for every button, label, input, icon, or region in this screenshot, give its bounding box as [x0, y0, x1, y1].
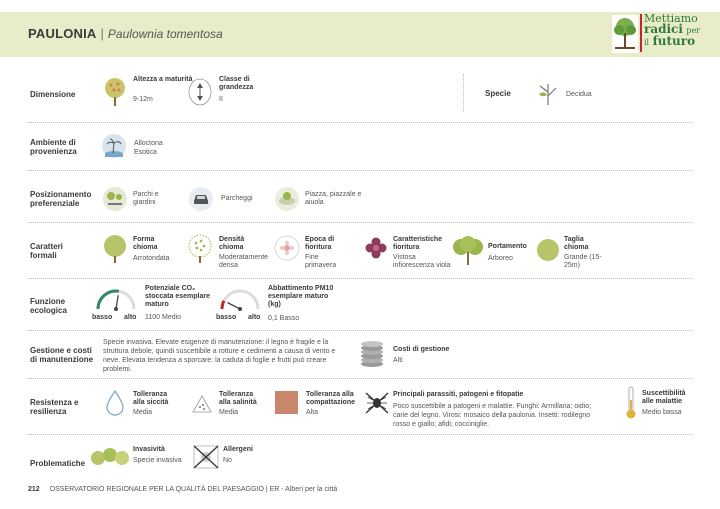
page-footer	[28, 486, 337, 493]
compattazione-value: Alta	[306, 409, 319, 416]
page-title	[28, 26, 223, 41]
crown-density-icon	[187, 234, 213, 264]
portamento-label: Portamento	[488, 243, 527, 250]
footer-text: OSSERVATORIO REGIONALE PER LA QUALITÀ DEL PAESAGGIO | ER - Alberi per la città	[49, 486, 338, 493]
gestione-text: Specie invasiva. Elevate esigenze di manutenzione: il legno è fragile e la struttura debole, quindi suscettibile a rotture e cedimenti a causa di vento e neve. Elevata tendenza a sporcare: la caduta di foglie e frutti può creare problemi.	[103, 339, 336, 373]
soil-compaction-icon	[275, 391, 298, 414]
costi-label: Costi di gestione	[393, 346, 450, 353]
square-icon	[274, 186, 300, 212]
forma-label: Forma chioma	[133, 236, 158, 251]
row-label-posizionamento: Posizionamento preferenziale	[30, 190, 92, 208]
section-divider	[28, 434, 692, 435]
size-class-icon	[187, 78, 213, 106]
salinita-value: Media	[219, 409, 239, 416]
row-label-caratteri: Caratteri formali	[30, 242, 63, 260]
pest-icon	[363, 390, 391, 416]
parassiti-label: Principali parassiti, patogeni e fitopatie	[393, 391, 524, 398]
pm10-gauge-high: alto	[248, 314, 261, 321]
altezza-label: Altezza a maturità	[133, 76, 193, 83]
compattazione-label: Tolleranza alla compattazione	[306, 391, 356, 406]
logo	[606, 12, 720, 57]
section-divider	[28, 122, 692, 123]
section-divider	[28, 222, 692, 223]
siccita-value: Media	[133, 409, 153, 416]
invasivita-value: Specie invasiva	[133, 457, 182, 464]
costi-value: Alti	[393, 357, 403, 364]
taglia-value: Grande (15-25m)	[564, 254, 602, 269]
salinita-label: Tolleranza alla salinità	[219, 391, 257, 406]
scientific-name: Paulownia tomentosa	[107, 27, 223, 41]
invasive-plants-icon	[90, 444, 130, 468]
row-label-funzione: Funzione ecologica	[30, 297, 67, 315]
section-divider	[28, 378, 692, 379]
allergeni-value: No	[223, 457, 232, 464]
title-separator: |	[100, 26, 104, 41]
fioritura-label: Caratteristiche fioritura	[393, 236, 443, 251]
forma-value: Arrotondata	[133, 255, 170, 262]
malattie-label: Suscettibilità alle malattie	[642, 390, 686, 405]
epoca-value: Fine primavera	[305, 254, 337, 269]
page-number: 212	[28, 486, 40, 493]
malattie-value: Medio bassa	[642, 409, 682, 416]
densita-label: Densità chioma	[219, 236, 245, 251]
altezza-value: 9-12m	[133, 96, 153, 103]
siccita-label: Tolleranza alla siccità	[133, 391, 169, 406]
logo-text: Mettiamo radici per il futuro	[644, 12, 701, 48]
fioritura-value: Vistosa infiorescenza viola	[393, 254, 451, 269]
pm10-value: 0,1 Basso	[268, 315, 300, 322]
flower-icon	[364, 236, 388, 260]
water-drop-icon	[104, 389, 126, 417]
allergen-crossed-icon	[192, 444, 220, 470]
ambiente-value	[134, 139, 163, 157]
parcheggi-value: Parcheggi	[221, 195, 253, 202]
co2-label: Potenziale CO₂ stoccata esemplare maturo	[145, 285, 210, 308]
species-name: PAULONIA	[28, 26, 97, 41]
co2-gauge-high: alto	[124, 314, 137, 321]
exotic-palm-icon	[101, 133, 127, 159]
row-label-dimensione: Dimensione	[30, 90, 76, 99]
section-divider	[28, 330, 692, 331]
rounded-crown-icon	[102, 234, 128, 264]
classe-label: Classe di grandezza	[219, 76, 254, 91]
row-label-problematiche: Problematiche	[30, 459, 86, 468]
row-label-resistenza: Resistenza e resilienza	[30, 398, 79, 416]
co2-gauge-low: basso	[92, 314, 113, 321]
co2-gauge-icon	[94, 287, 138, 311]
tree-habit-icon	[451, 236, 485, 266]
flowering-time-icon	[274, 234, 300, 262]
parchi-value: Parchi e giardini	[133, 191, 159, 206]
allergeni-label: Allergeni	[223, 446, 253, 453]
epoca-label: Epoca di fioritura	[305, 236, 335, 251]
parking-car-icon	[188, 186, 214, 212]
specie-value: Decidua	[566, 91, 592, 98]
row-label-ambiente: Ambiente di provenienza	[30, 138, 77, 156]
column-divider	[463, 74, 464, 112]
ambiente-line2: Esotica	[134, 149, 157, 156]
ambiente-line1: Alloctona	[134, 140, 163, 147]
section-divider	[28, 278, 692, 279]
co2-value: 1100 Medio	[145, 314, 182, 321]
piazza-value: Piazza, piazzale e aiuola	[305, 191, 362, 206]
salt-icon	[190, 392, 214, 416]
logo-divider	[640, 14, 642, 52]
taglia-label: Taglia chioma	[564, 236, 589, 251]
deciduous-branch-icon	[535, 78, 561, 106]
densita-value: Moderatamente densa	[219, 254, 269, 269]
crown-size-icon	[536, 238, 560, 262]
coins-icon	[358, 336, 386, 368]
parassiti-value: Poco suscettibile a patogeni e malattie. Funghi: Armillaria; oidio; carie del legno. Virosi: mosaico della paulonia. Insetti: rodilegno rosso e giallo; afidi; cocciniglie.	[393, 403, 592, 428]
section-divider	[28, 170, 692, 171]
pm10-gauge-icon	[218, 287, 262, 311]
pm10-gauge-low: basso	[216, 314, 237, 321]
specie-label: Specie	[485, 89, 511, 98]
portamento-value: Arboreo	[488, 255, 513, 262]
pm10-label: Abbattimento PM10 esemplare maturo (kg)	[268, 285, 334, 308]
classe-value: II	[219, 96, 223, 103]
thermometer-icon	[625, 386, 637, 420]
mature-tree-icon	[103, 77, 127, 107]
invasivita-label: Invasività	[133, 446, 165, 453]
row-label-gestione: Gestione e costi di manutenzione	[30, 346, 94, 364]
park-icon	[102, 186, 128, 212]
logo-tree-icon	[612, 15, 638, 53]
